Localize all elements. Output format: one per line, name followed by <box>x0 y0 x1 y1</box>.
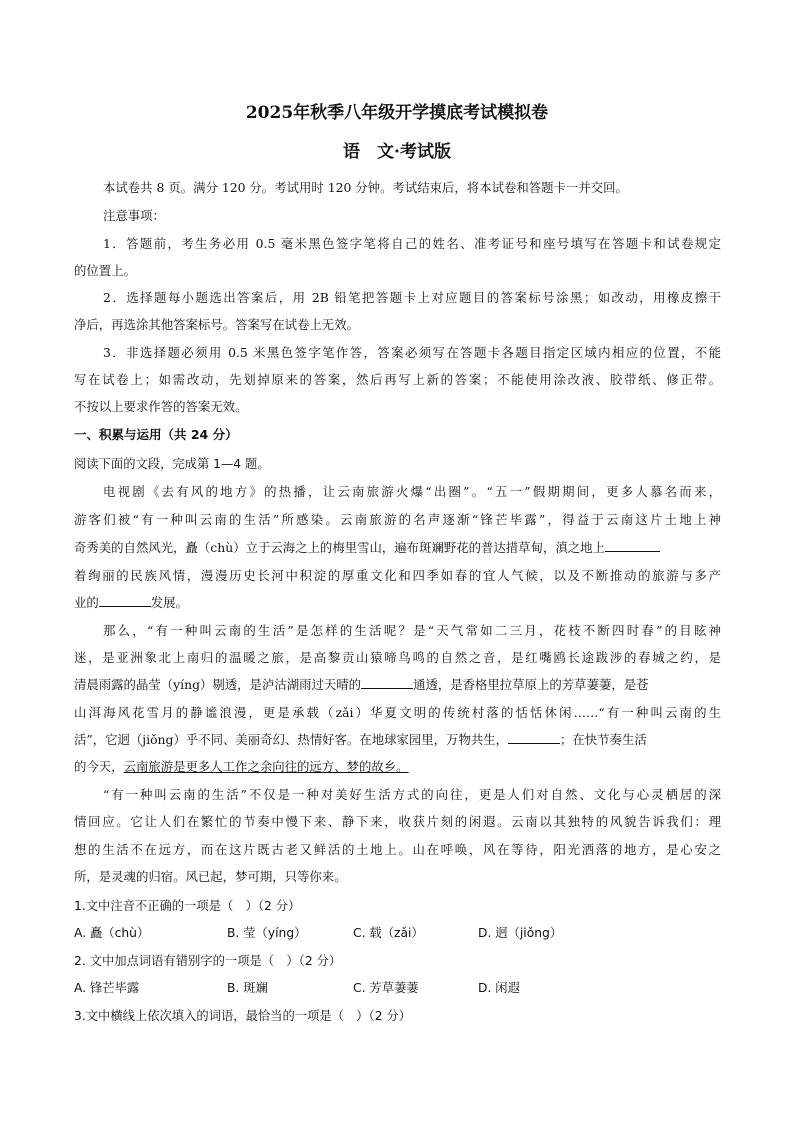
question-3: 3.文中横线上依次填入的词语，最恰当的一项是（ ）（2 分） <box>74 1009 412 1023</box>
q1-option-a: A. 矗（chù） <box>74 926 150 940</box>
passage-text: ；在快节奏生活 <box>560 732 647 747</box>
passage-line <box>74 732 647 748</box>
q2-option-a: A. 锋芒毕露 <box>74 981 140 995</box>
notice-3-line-3: 不按以上要求作答的答案无效。 <box>74 399 248 414</box>
passage-line: 情回应。它让人们在繁忙的节奏中慢下来、静下来，收获片刻的闲遐。云南以其独特的风貌告诉我们：理 <box>74 814 721 829</box>
passage-line: 想的生活不在远方，而在这片既古老又鲜活的土地上。山在呼唤，风在等待，阳光洒落的地方，是心安之 <box>74 842 721 857</box>
notice-2-line-2: 净后，再选涂其他答案标号。答案写在试卷上无效。 <box>74 317 359 332</box>
passage-text: 奇秀美的自然风光，矗（chù）立于云海之上的梅里雪山，遍布斑斓野花的普达措草甸，滇之地上 <box>74 540 605 555</box>
notice-3-line-2: 写在试卷上；如需改动，先划掉原来的答案，然后再写上新的答案；不能使用涂改液、胶带纸、修正带。 <box>74 372 721 387</box>
q2-option-c: C. 芳草萋萋 <box>353 981 419 995</box>
exam-intro: 本试卷共 8 页。满分 120 分。考试用时 120 分钟。考试结束后，将本试卷和答题卡一并交回。 <box>103 180 628 195</box>
passage-line <box>74 540 660 556</box>
passage-text: 活”，它迥（jiǒng）乎不同、美丽奇幻、热情好客。在地球家园里，万物共生， <box>74 732 509 747</box>
q2-option-b: B. 斑斓 <box>227 981 268 995</box>
question-1: 1.文中注音不正确的一项是（ ）（2 分） <box>74 899 301 913</box>
reading-instruction: 阅读下面的文段，完成第 1—4 题。 <box>74 457 270 471</box>
notice-2-line-1: 2．选择题每小题选出答案后，用 2B 铅笔把答题卡上对应题目的答案标号涂黑；如改动，用橡皮擦干 <box>103 290 721 305</box>
passage-line: 迷，是亚洲象北上南归的温暖之旅，是高黎贡山猿啼鸟鸣的自然之音，是红嘴鸥长途跋涉的春城之约，是 <box>74 650 721 665</box>
passage-text: 清晨雨露的晶莹（yíng）剔透，是泸沽湖雨过天晴的 <box>74 677 362 692</box>
passage-line: 电视剧《去有风的地方》的热播，让云南旅游火爆“出圈”。“五一”假期期间，更多人慕名而来， <box>103 484 721 499</box>
q1-option-b: B. 莹（yíng） <box>227 926 307 940</box>
q2-option-d: D. 闲遐 <box>478 981 520 995</box>
passage-line <box>74 677 649 693</box>
underlined-sentence: 云南旅游是更多人工作之余向往的远方、梦的故乡。 <box>123 759 409 774</box>
passage-text: 的今天， <box>74 759 124 774</box>
passage-line: 所，是灵魂的归宿。风已起，梦可期，只等你来。 <box>74 869 347 884</box>
notice-1-line-1: 1．答题前，考生务必用 0.5 毫米黑色签字笔将自己的姓名、准考证号和座号填写在答题卡和试卷规定 <box>103 236 721 251</box>
fill-blank <box>508 732 560 744</box>
notice-1-line-2: 的位置上。 <box>74 263 136 278</box>
fill-blank <box>605 540 660 552</box>
section-heading: 一、积累与运用（共 24 分） <box>74 427 238 442</box>
passage-line: “有一种叫云南的生活”不仅是一种对美好生活方式的向往，更是人们对自然、文化与心灵栖居的深 <box>103 787 721 802</box>
passage-text: 通透，是香格里拉草原上的芳草萋萋，是苍 <box>413 677 649 692</box>
passage-line: 那么，“有一种叫云南的生活”是怎样的生活呢？是“天气常如二三月，花枝不断四时春”的目眩神 <box>103 623 721 638</box>
passage-line: 山洱海风花雪月的静谧浪漫，更是承载（zǎi）华夏文明的传统村落的恬恬休闲……“有一种叫云南的生 <box>74 705 721 720</box>
notice-3-line-1: 3．非选择题必须用 0.5 米黑色签字笔作答，答案必须写在答题卡各题目指定区域内相应的位置，不能 <box>103 345 721 360</box>
passage-line: 游客们被“有一种叫云南的生活”所感染。云南旅游的名声逐渐“锋芒毕露”，得益于云南这片土地上神 <box>74 512 721 527</box>
fill-blank <box>361 677 413 689</box>
exam-title: 2025年秋季八年级开学摸底考试模拟卷 <box>245 103 549 123</box>
passage-line: 着绚丽的民族风情，漫漫历史长河中积淀的厚重文化和四季如春的宜人气候，以及不断推动的旅游与多产 <box>74 568 721 583</box>
exam-subtitle: 语 文·考试版 <box>343 142 451 162</box>
question-2: 2. 文中加点词语有错别字的一项是（ ）（2 分） <box>74 954 342 968</box>
passage-line <box>74 759 409 775</box>
passage-text: 发展。 <box>150 595 188 610</box>
fill-blank <box>99 595 151 607</box>
passage-text: 业的 <box>74 595 99 610</box>
passage-line <box>74 595 188 611</box>
notice-heading: 注意事项： <box>103 208 165 223</box>
q1-option-d: D. 迥（jiǒng） <box>478 926 563 940</box>
q1-option-c: C. 载（zǎi） <box>353 926 424 940</box>
